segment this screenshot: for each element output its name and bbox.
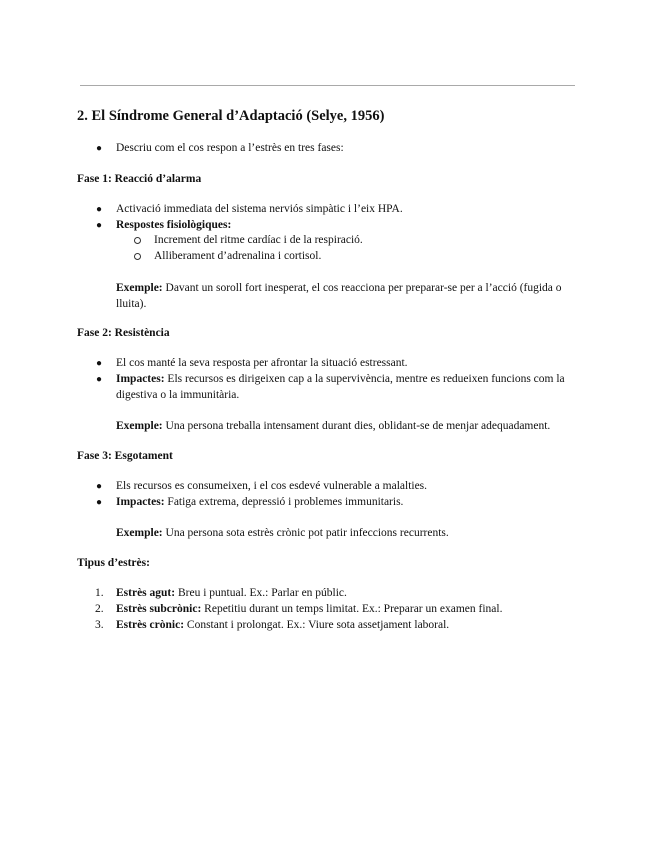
fase2-bullet-2-label: Impactes:: [116, 373, 165, 385]
fase1-bullet-1: Activació immediata del sistema nerviós simpàtic i l’eix HPA.: [116, 203, 403, 215]
fase3-bullet-2: [116, 496, 403, 508]
fase1-example: [116, 281, 576, 312]
bullet-icon: ●: [96, 481, 103, 492]
bullet-icon: ●: [96, 374, 103, 385]
fase1-example-text: Davant un soroll fort inesperat, el cos reacciona per preparar-se per a l’acció (fugida o lluita).: [116, 282, 562, 310]
fase3-example: [116, 526, 576, 542]
fase1-example-label: Exemple:: [116, 282, 163, 294]
fase1-heading: Fase 1: Reacció d’alarma: [77, 173, 202, 185]
circle-bullet-icon: [134, 237, 141, 244]
fase2-bullet-2: [116, 372, 576, 403]
list-number: 1.: [95, 587, 104, 599]
tipus-item-3: [116, 619, 449, 631]
tipus-item-2-label: Estrès subcrònic:: [116, 603, 202, 615]
bullet-icon: ●: [96, 497, 103, 508]
tipus-item-3-label: Estrès crònic:: [116, 619, 185, 631]
fase3-example-text: Una persona sota estrès crònic pot patir infeccions recurrents.: [162, 527, 449, 539]
fase2-heading: Fase 2: Resistència: [77, 327, 170, 339]
tipus-item-3-text: Constant i prolongat. Ex.: Viure sota assetjament laboral.: [184, 619, 450, 631]
fase3-example-label: Exemple:: [116, 527, 163, 539]
list-number: 3.: [95, 619, 104, 631]
intro-bullet: Descriu com el cos respon a l’estrès en tres fases:: [116, 142, 344, 154]
bullet-icon: ●: [96, 358, 103, 369]
circle-bullet-icon: [134, 253, 141, 260]
section-title: 2. El Síndrome General d’Adaptació (Selye, 1956): [77, 108, 385, 124]
bullet-icon: ●: [96, 143, 103, 154]
bullet-icon: ●: [96, 204, 103, 215]
fase3-bullet-1: Els recursos es consumeixen, i el cos esdevé vulnerable a malalties.: [116, 480, 428, 492]
fase3-bullet-2-text: Fatiga extrema, depressió i problemes immunitaris.: [164, 496, 404, 508]
fase2-bullet-2-text: Els recursos es dirigeixen cap a la supervivència, mentre es redueixen funcions com la digestiva o la immunitària.: [116, 373, 565, 401]
fase2-bullet-1: El cos manté la seva resposta per afrontar la situació estressant.: [116, 357, 408, 369]
tipus-item-1-label: Estrès agut:: [116, 587, 176, 599]
tipus-item-1: [116, 587, 347, 599]
tipus-item-2: [116, 603, 502, 615]
fase2-example: [116, 419, 576, 435]
fase3-bullet-2-label: Impactes:: [116, 496, 165, 508]
bullet-icon: ●: [96, 220, 103, 231]
horizontal-rule: [80, 85, 575, 86]
fase1-bullet-2-label: Respostes fisiològiques:: [116, 219, 232, 231]
fase1-bullet-2: [116, 219, 231, 231]
list-number: 2.: [95, 603, 104, 615]
tipus-item-2-text: Repetitiu durant un temps limitat. Ex.: Preparar un examen final.: [201, 603, 503, 615]
fase2-example-text: Una persona treballa intensament durant dies, oblidant-se de menjar adequadament.: [162, 420, 551, 432]
tipus-item-1-text: Breu i puntual. Ex.: Parlar en públic.: [175, 587, 347, 599]
fase3-heading: Fase 3: Esgotament: [77, 450, 173, 462]
fase2-example-label: Exemple:: [116, 420, 163, 432]
fase1-sub-1: Increment del ritme cardíac i de la respiració.: [154, 234, 363, 246]
fase1-sub-2: Alliberament d’adrenalina i cortisol.: [154, 250, 322, 262]
tipus-heading: Tipus d’estrès:: [77, 557, 150, 569]
